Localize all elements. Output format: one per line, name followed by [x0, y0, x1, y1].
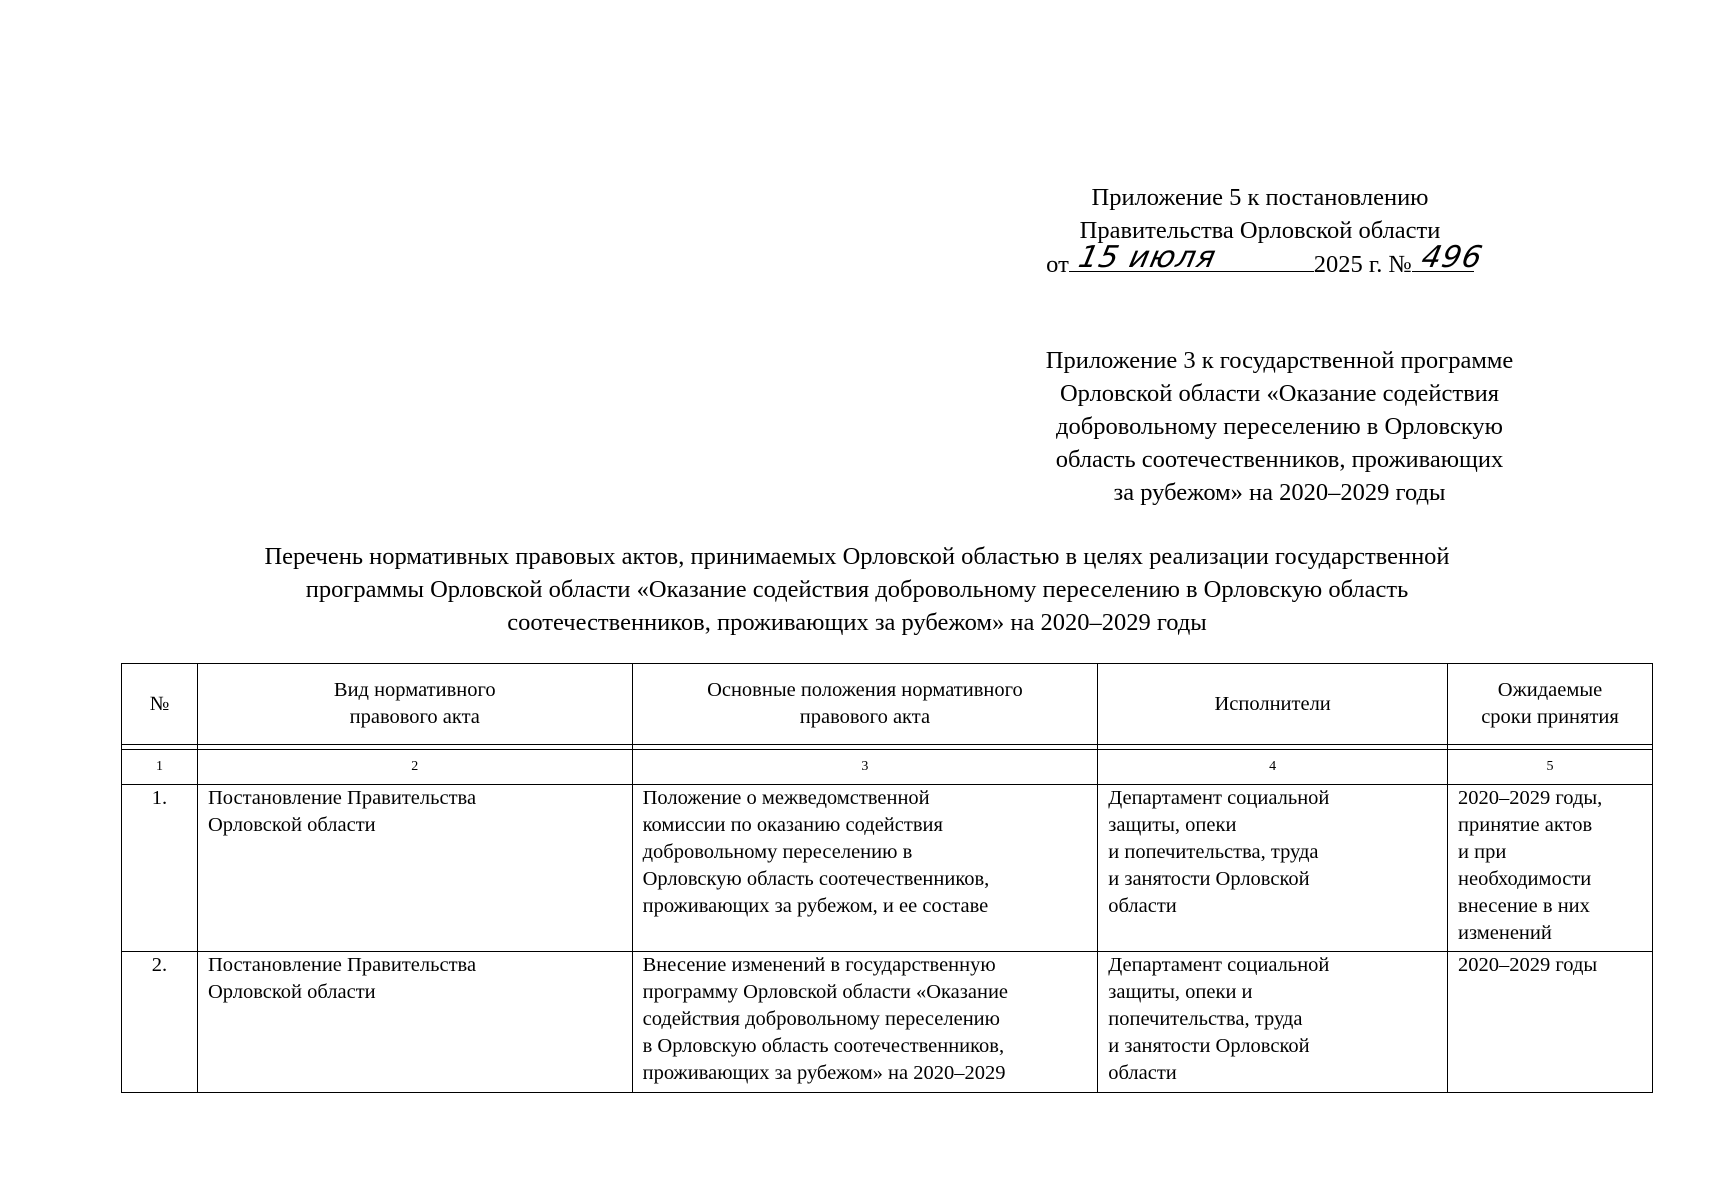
header-number: № [122, 664, 198, 745]
column-number: 5 [1448, 750, 1653, 785]
title-line-2: программы Орловской области «Оказание содействия добровольному переселению в Орловскую область [305, 576, 1409, 603]
column-numbers-row [122, 750, 1653, 785]
date-prefix: от [1046, 251, 1069, 278]
header-provisions: Основные положения нормативного правового акта [632, 664, 1098, 745]
program-ref-line-5: за рубежом» на 2020–2029 годы [1113, 479, 1446, 506]
act-provisions: Внесение изменений в государственную программу Орловской области «Оказание содействия добровольному переселению в Орловскую область соотечественников, проживающих за рубежом» на 2020–2029 [632, 952, 1098, 1093]
act-executors: Департамент социальной защиты, опеки и попечительства, труда и занятости Орловской области [1098, 785, 1448, 952]
table-row [122, 952, 1653, 1093]
table-header-row [122, 664, 1653, 745]
approval-block [1040, 181, 1486, 281]
handwritten-number: 496 [1418, 240, 1486, 275]
program-reference-block [992, 344, 1567, 509]
column-number: 2 [197, 750, 632, 785]
approval-line-2: Правительства Орловской области [1079, 217, 1441, 244]
date-fill-line [1069, 240, 1314, 275]
approval-line-1: Приложение 5 к постановлению [1091, 184, 1429, 211]
title-line-1: Перечень нормативных правовых актов, принимаемых Орловской областью в целях реализации государственной [264, 543, 1450, 570]
act-type: Постановление Правительства Орловской области [197, 785, 632, 952]
act-deadline: 2020–2029 годы, принятие актов и при необходимости внесение в них изменений [1448, 785, 1653, 952]
program-ref-line-2: Орловской области «Оказание содействия [1059, 380, 1500, 407]
acts-table [121, 663, 1653, 1093]
approval-date-line [1040, 240, 1486, 281]
program-ref-line-3: добровольному переселению в Орловскую [1056, 413, 1503, 440]
program-ref-line-4: область соотечественников, проживающих [1055, 446, 1504, 473]
program-ref-line-1: Приложение 3 к государственной программе [1045, 347, 1514, 374]
row-number: 1. [122, 785, 198, 952]
act-provisions: Положение о межведомственной комиссии по оказанию содействия добровольному переселению в Орловскую область соотечественников, проживающих за рубежом, и ее составе [632, 785, 1098, 952]
header-act-type: Вид нормативного правового акта [197, 664, 632, 745]
act-executors: Департамент социальной защиты, опеки и попечительства, труда и занятости Орловской области [1098, 952, 1448, 1093]
handwritten-date: 15 июля [1075, 240, 1220, 275]
column-number: 4 [1098, 750, 1448, 785]
year-number-label: 2025 г. № [1313, 251, 1412, 278]
column-number: 3 [632, 750, 1098, 785]
header-deadline: Ожидаемые сроки принятия [1448, 664, 1653, 745]
row-number: 2. [122, 952, 198, 1093]
title-line-3: соотечественников, проживающих за рубежом» на 2020–2029 годы [507, 609, 1207, 636]
number-fill-line [1412, 240, 1486, 275]
header-executors: Исполнители [1098, 664, 1448, 745]
table-row [122, 785, 1653, 952]
act-deadline: 2020–2029 годы [1448, 952, 1653, 1093]
document-title [120, 540, 1594, 639]
column-number: 1 [122, 750, 198, 785]
act-type: Постановление Правительства Орловской области [197, 952, 632, 1093]
